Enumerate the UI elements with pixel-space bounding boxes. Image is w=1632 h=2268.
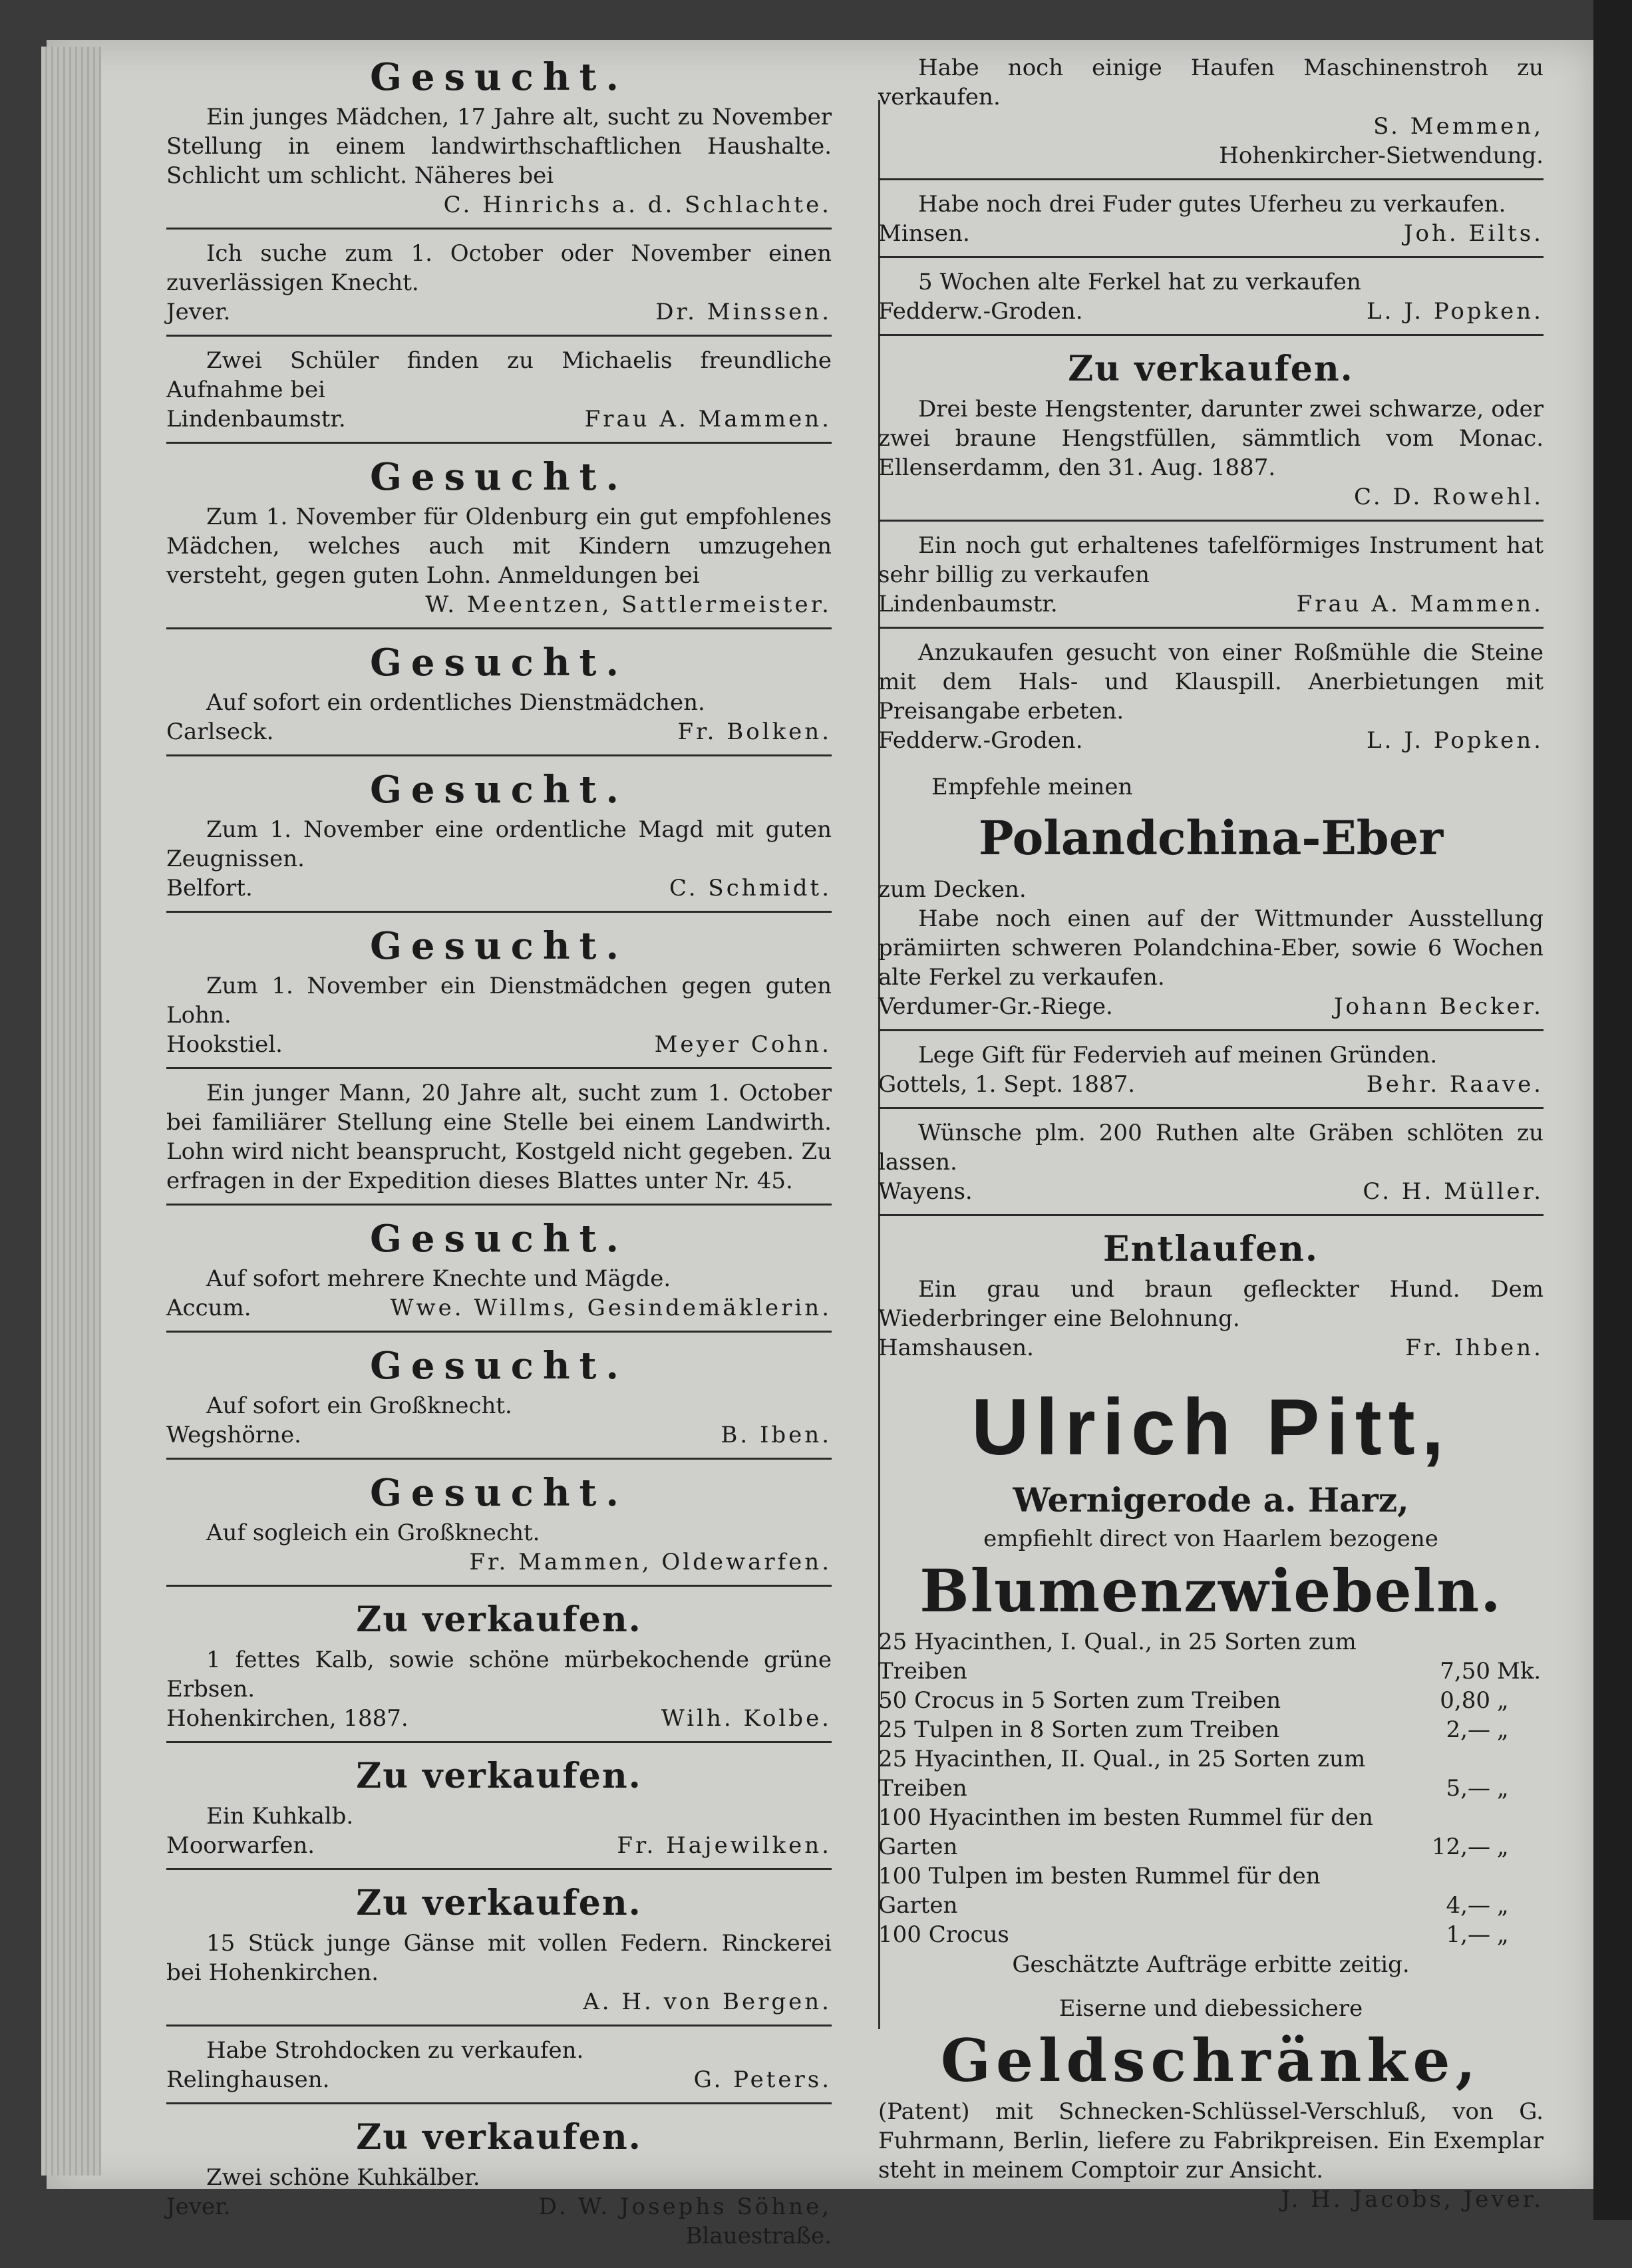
ad-heading: Gesucht. <box>370 924 628 968</box>
ad-2 <box>166 346 832 444</box>
ad-sig-left: Gottels, 1. Sept. 1887. <box>878 1071 1136 1098</box>
ad-13 <box>166 1879 832 2026</box>
ad-heading: Gesucht. <box>370 1217 628 1261</box>
ad-sig-left: Jever. <box>166 299 231 325</box>
ad-sig-left: Lindenbaumstr. <box>878 591 1058 617</box>
ad-sig-left: Minsen. <box>878 220 970 247</box>
ad-sig-right: Dr. Minssen. <box>655 299 832 325</box>
ad-sig-left: Moorwarfen. <box>166 1832 315 1859</box>
ad-heading: Gesucht. <box>370 55 628 99</box>
ad-sig-right: Fr. Mammen, Oldewarfen. <box>469 1549 832 1575</box>
ad-sig-right: Fr. Ihben. <box>1405 1335 1544 1361</box>
ad-body: Ein noch gut erhaltenes tafelförmiges Instrument hat sehr billig zu verkaufen <box>878 532 1544 588</box>
pitt-intro: empfiehlt direct von Haarlem bezogene <box>983 1526 1438 1552</box>
ad-sig-right: Wilh. Kolbe. <box>661 1705 832 1732</box>
ad-sig-left: Belfort. <box>166 875 253 901</box>
price-row <box>878 1744 1544 1803</box>
price-unit: „ <box>1497 1775 1509 1802</box>
ad-signature <box>878 589 1544 619</box>
ad-sig-right: C. H. Müller. <box>1363 1178 1544 1205</box>
ad-sig-right: B. Iben. <box>721 1422 832 1448</box>
eber-title: Polandchina-Eber <box>978 810 1444 866</box>
ad-heading: Zu verkaufen. <box>356 2117 642 2158</box>
ad-body: Zwei schöne Kuhkälber. <box>206 2164 480 2191</box>
ad-sig-left: Fedderw.-Groden. <box>878 727 1083 754</box>
ad-heading: Gesucht. <box>370 1344 628 1388</box>
ad-heading: Zu verkaufen. <box>1068 349 1354 389</box>
ad-1 <box>878 1118 1544 1216</box>
ad-body: Zum 1. November für Oldenburg ein gut empfohlenes Mädchen, welches auch mit Kindern umzugehen versteht, gegen guten Lohn. Anmeldungen bei <box>166 504 832 589</box>
safe-signature: J. H. Jacobs, Jever. <box>1281 2186 1544 2213</box>
eber-body1: zum Decken. <box>878 876 1027 903</box>
eber-ad <box>878 772 1544 1031</box>
ad-sig-left: Wegshörne. <box>166 1422 301 1448</box>
ad-sig-right: C. Schmidt. <box>669 875 832 901</box>
safe-ad <box>878 1993 1544 2214</box>
ad-15 <box>166 2114 832 2259</box>
ad-body: Auf sofort ein ordentliches Dienstmädchen. <box>206 689 705 716</box>
ad-body: Ein grau und braun gefleckter Hund. Dem Wiederbringer eine Belohnung. <box>878 1276 1544 1332</box>
ad-signature <box>166 2065 832 2094</box>
price-row <box>878 1686 1544 1715</box>
ad-sig-right: Joh. Eilts. <box>1403 220 1544 247</box>
right-small-ads <box>878 53 1544 763</box>
ad-signature <box>878 219 1544 248</box>
ad-sig-left: Fedderw.-Groden. <box>878 298 1083 325</box>
price-desc: 100 Tulpen im besten Rummel für den Garten <box>878 1863 1321 1919</box>
ad-signature <box>878 482 1544 512</box>
price-amount: 5,— <box>1446 1775 1490 1802</box>
ad-body: Zum 1. November ein Dienstmädchen gegen guten Lohn. <box>166 973 832 1029</box>
ad-signature <box>166 1987 832 2017</box>
ad-signature <box>166 2192 832 2221</box>
ad-sig-right: Fr. Bolken. <box>677 719 832 745</box>
price-amount: 4,— <box>1446 1892 1490 1919</box>
price-unit: „ <box>1497 1687 1509 1714</box>
ad-4 <box>166 639 832 756</box>
ad-signature <box>166 590 832 619</box>
ad-1 <box>166 239 832 337</box>
ad-body: Wünsche plm. 200 Ruthen alte Gräben schlöten zu lassen. <box>878 1120 1544 1176</box>
ad-7 <box>166 1078 832 1206</box>
ad-body: Auf sogleich ein Großknecht. <box>206 1520 540 1546</box>
ad-signature <box>166 1547 832 1577</box>
ad-12 <box>166 1752 832 1870</box>
ad-sig-left: Hamshausen. <box>878 1335 1034 1361</box>
ad-signature <box>166 405 832 434</box>
ad-body: Habe noch einige Haufen Maschinenstroh zu verkaufen. <box>878 55 1544 110</box>
right-more-ads <box>878 1041 1544 1371</box>
ad-sig-right: C. Hinrichs a. d. Schlachte. <box>443 192 832 218</box>
ad-body: Ein junges Mädchen, 17 Jahre alt, sucht zu November Stellung in einem landwirthschaftlichen Haushalte. Schlicht um schlicht. Näheres bei <box>166 104 832 189</box>
price-row <box>878 1803 1544 1862</box>
ad-body: Lege Gift für Federvieh auf meinen Gründen. <box>918 1042 1438 1068</box>
ad-heading: Gesucht. <box>370 768 628 812</box>
right-column <box>878 53 1544 2214</box>
ad-heading: Zu verkaufen. <box>356 1599 642 1640</box>
safe-title: Geldschränke, <box>940 2026 1482 2095</box>
ad-signature <box>166 1831 832 1860</box>
price-amount: 2,— <box>1446 1716 1490 1743</box>
ad-sig-right: A. H. von Bergen. <box>583 1989 832 2015</box>
ad-body: 5 Wochen alte Ferkel hat zu verkaufen <box>918 269 1361 295</box>
scan-border <box>1593 0 1632 2220</box>
ad-sig-left: Jever. <box>166 2193 231 2220</box>
ad-2 <box>878 267 1544 336</box>
ad-sig-left: Relinghausen. <box>166 2066 330 2093</box>
safe-intro: Eiserne und diebessichere <box>1059 1995 1363 2022</box>
ad-body: Ein Kuhkalb. <box>206 1803 354 1830</box>
price-amount: 12,— <box>1431 1834 1490 1860</box>
ad-body: 15 Stück junge Gänse mit vollen Federn. Rinckerei bei Hohenkirchen. <box>166 1930 832 1986</box>
eber-signature <box>878 992 1544 1021</box>
ad-sig-right: G. Peters. <box>693 2066 832 2093</box>
ad-signature <box>878 726 1544 755</box>
ad-signature <box>878 1177 1544 1206</box>
ad-sig-left: Wayens. <box>878 1178 973 1205</box>
ad-body: Zum 1. November eine ordentliche Magd mit guten Zeugnissen. <box>166 816 832 872</box>
ad-2 <box>878 1225 1544 1371</box>
safe-body: (Patent) mit Schnecken-Schlüssel-Verschluß, von G. Fuhrmann, Berlin, liefere zu Fabrikpreisen. Ein Exemplar steht in meinem Comptoir zur Ansicht. <box>878 2098 1544 2184</box>
ad-signature <box>878 297 1544 326</box>
ad-sig-right: L. J. Popken. <box>1367 727 1544 754</box>
ad-signature <box>166 717 832 746</box>
ad-body: Zwei Schüler finden zu Michaelis freundliche Aufnahme bei <box>166 347 832 403</box>
price-desc: 25 Tulpen in 8 Sorten zum Treiben <box>878 1716 1280 1743</box>
ad-5 <box>878 638 1544 763</box>
price-row <box>878 1862 1544 1920</box>
pitt-ad <box>878 1384 1544 1980</box>
left-column <box>166 53 832 2268</box>
ad-body: Anzukaufen gesucht von einer Roßmühle die Steine mit dem Hals- und Klauspill. Anerbietungen mit Preisangabe erbeten. <box>878 639 1544 725</box>
ad-sig-right: Frau A. Mammen. <box>1296 591 1544 617</box>
ad-signature <box>166 1293 832 1323</box>
price-amount: 0,80 <box>1440 1687 1490 1714</box>
page-stack-edge <box>41 47 101 2176</box>
ad-signature <box>878 112 1544 141</box>
ad-sig-line2: Blauestraße. <box>685 2223 832 2249</box>
price-unit: „ <box>1497 1716 1509 1743</box>
price-amount: 1,— <box>1446 1921 1490 1948</box>
ad-heading: Gesucht. <box>370 641 628 685</box>
ad-body: 1 fettes Kalb, sowie schöne mürbekochende grüne Erbsen. <box>166 1647 832 1702</box>
ad-body: Drei beste Hengstenter, darunter zwei schwarze, oder zwei braune Hengstfüllen, sämmtlich vom Monac. Ellenserdamm, den 31. Aug. 1887. <box>878 396 1544 481</box>
ad-body: Auf sofort ein Großknecht. <box>206 1392 512 1419</box>
ad-3 <box>166 453 832 629</box>
price-desc: 100 Hyacinthen im besten Rummel für den Garten <box>878 1804 1373 1860</box>
ad-10 <box>166 1469 832 1587</box>
price-desc: 25 Hyacinthen, I. Qual., in 25 Sorten zum Treiben <box>878 1629 1357 1685</box>
ad-signature <box>166 1704 832 1733</box>
price-unit: Mk. <box>1497 1658 1542 1685</box>
ad-sig-right: Fr. Hajewilken. <box>617 1832 832 1859</box>
price-desc: 100 Crocus <box>878 1921 1009 1948</box>
ad-sig-right: W. Meentzen, Sattlermeister. <box>425 591 832 618</box>
ad-8 <box>166 1215 832 1333</box>
ad-heading: Zu verkaufen. <box>356 1883 642 1923</box>
eber-sig-left: Verdumer-Gr.-Riege. <box>878 993 1113 1020</box>
ad-sig-left: Hohenkirchen, 1887. <box>166 1705 408 1732</box>
price-row <box>878 1920 1544 1949</box>
pitt-name: Ulrich Pitt, <box>971 1382 1451 1472</box>
ad-signature <box>166 297 832 327</box>
ad-9 <box>166 1342 832 1460</box>
pitt-title: Blumenzwiebeln. <box>919 1556 1502 1625</box>
price-table <box>878 1627 1544 1949</box>
price-amount: 7,50 <box>1440 1658 1490 1685</box>
price-desc: 50 Crocus in 5 Sorten zum Treiben <box>878 1687 1281 1714</box>
ad-4 <box>878 531 1544 629</box>
ad-6 <box>166 922 832 1069</box>
ad-sig-line2: Hohenkircher-Sietwendung. <box>1219 142 1544 169</box>
ad-heading: Gesucht. <box>370 1471 628 1515</box>
ad-sig-right: Wwe. Willms, Gesindemäklerin. <box>390 1295 832 1321</box>
price-row <box>878 1627 1544 1686</box>
ad-sig-left: Accum. <box>166 1295 251 1321</box>
ad-signature <box>166 874 832 903</box>
ad-signature <box>878 1333 1544 1363</box>
ad-11 <box>166 1596 832 1743</box>
ad-heading: Gesucht. <box>370 455 628 499</box>
ad-heading: Zu verkaufen. <box>356 1756 642 1796</box>
ad-sig-right: L. J. Popken. <box>1367 298 1544 325</box>
pitt-closing: Geschätzte Aufträge erbitte zeitig. <box>1012 1951 1410 1978</box>
ad-signature <box>166 1420 832 1450</box>
eber-body2: Habe noch einen auf der Wittmunder Ausstellung prämiirten schweren Polandchina-Eber, sowie 6 Wochen alte Ferkel zu verkaufen. <box>878 905 1544 991</box>
price-unit: „ <box>1497 1834 1509 1860</box>
ad-sig-right: S. Memmen, <box>1373 113 1544 140</box>
ad-0 <box>878 53 1544 180</box>
pitt-place: Wernigerode a. Harz, <box>1013 1480 1409 1520</box>
ad-14 <box>166 2036 832 2104</box>
ad-sig-left: Lindenbaumstr. <box>166 406 346 432</box>
ad-5 <box>166 766 832 913</box>
ad-3 <box>878 345 1544 522</box>
ad-sig-right: Meyer Cohn. <box>654 1031 832 1058</box>
price-unit: „ <box>1497 1892 1509 1919</box>
ad-body: Habe Strohdocken zu verkaufen. <box>206 2037 584 2064</box>
ad-0 <box>166 53 832 230</box>
ad-body: Auf sofort mehrere Knechte und Mägde. <box>206 1265 671 1292</box>
ad-body: Ich suche zum 1. October oder November einen zuverlässigen Knecht. <box>166 240 832 296</box>
eber-sig-right: Johann Becker. <box>1333 993 1544 1020</box>
price-unit: „ <box>1497 1921 1509 1948</box>
ad-signature <box>166 1030 832 1059</box>
ad-sig-right: Frau A. Mammen. <box>584 406 832 432</box>
ad-1 <box>878 190 1544 258</box>
ad-sig-left: Hookstiel. <box>166 1031 283 1058</box>
ad-0 <box>878 1041 1544 1109</box>
ad-sig-left: Carlseck. <box>166 719 274 745</box>
ad-body: Habe noch drei Fuder gutes Uferheu zu verkaufen. <box>918 191 1506 218</box>
price-desc: 25 Hyacinthen, II. Qual., in 25 Sorten zum Treiben <box>878 1746 1366 1802</box>
ad-signature <box>878 1070 1544 1099</box>
eber-intro: Empfehle meinen <box>931 774 1133 800</box>
price-row <box>878 1715 1544 1744</box>
ad-body: Ein junger Mann, 20 Jahre alt, sucht zum 1. October bei familiärer Stellung eine Stelle bei einem Landwirth. Lohn wird nicht beansprucht, Kostgeld nicht gegeben. Zu erfragen in der Expedition dieses Blattes unter Nr. 45. <box>166 1080 832 1194</box>
ad-sig-right: D. W. Josephs Söhne, <box>538 2193 832 2220</box>
ad-sig-right: C. D. Rowehl. <box>1354 484 1544 510</box>
ad-signature <box>166 190 832 220</box>
ad-heading: Entlaufen. <box>1102 1229 1319 1269</box>
ad-sig-right: Behr. Raave. <box>1366 1071 1544 1098</box>
